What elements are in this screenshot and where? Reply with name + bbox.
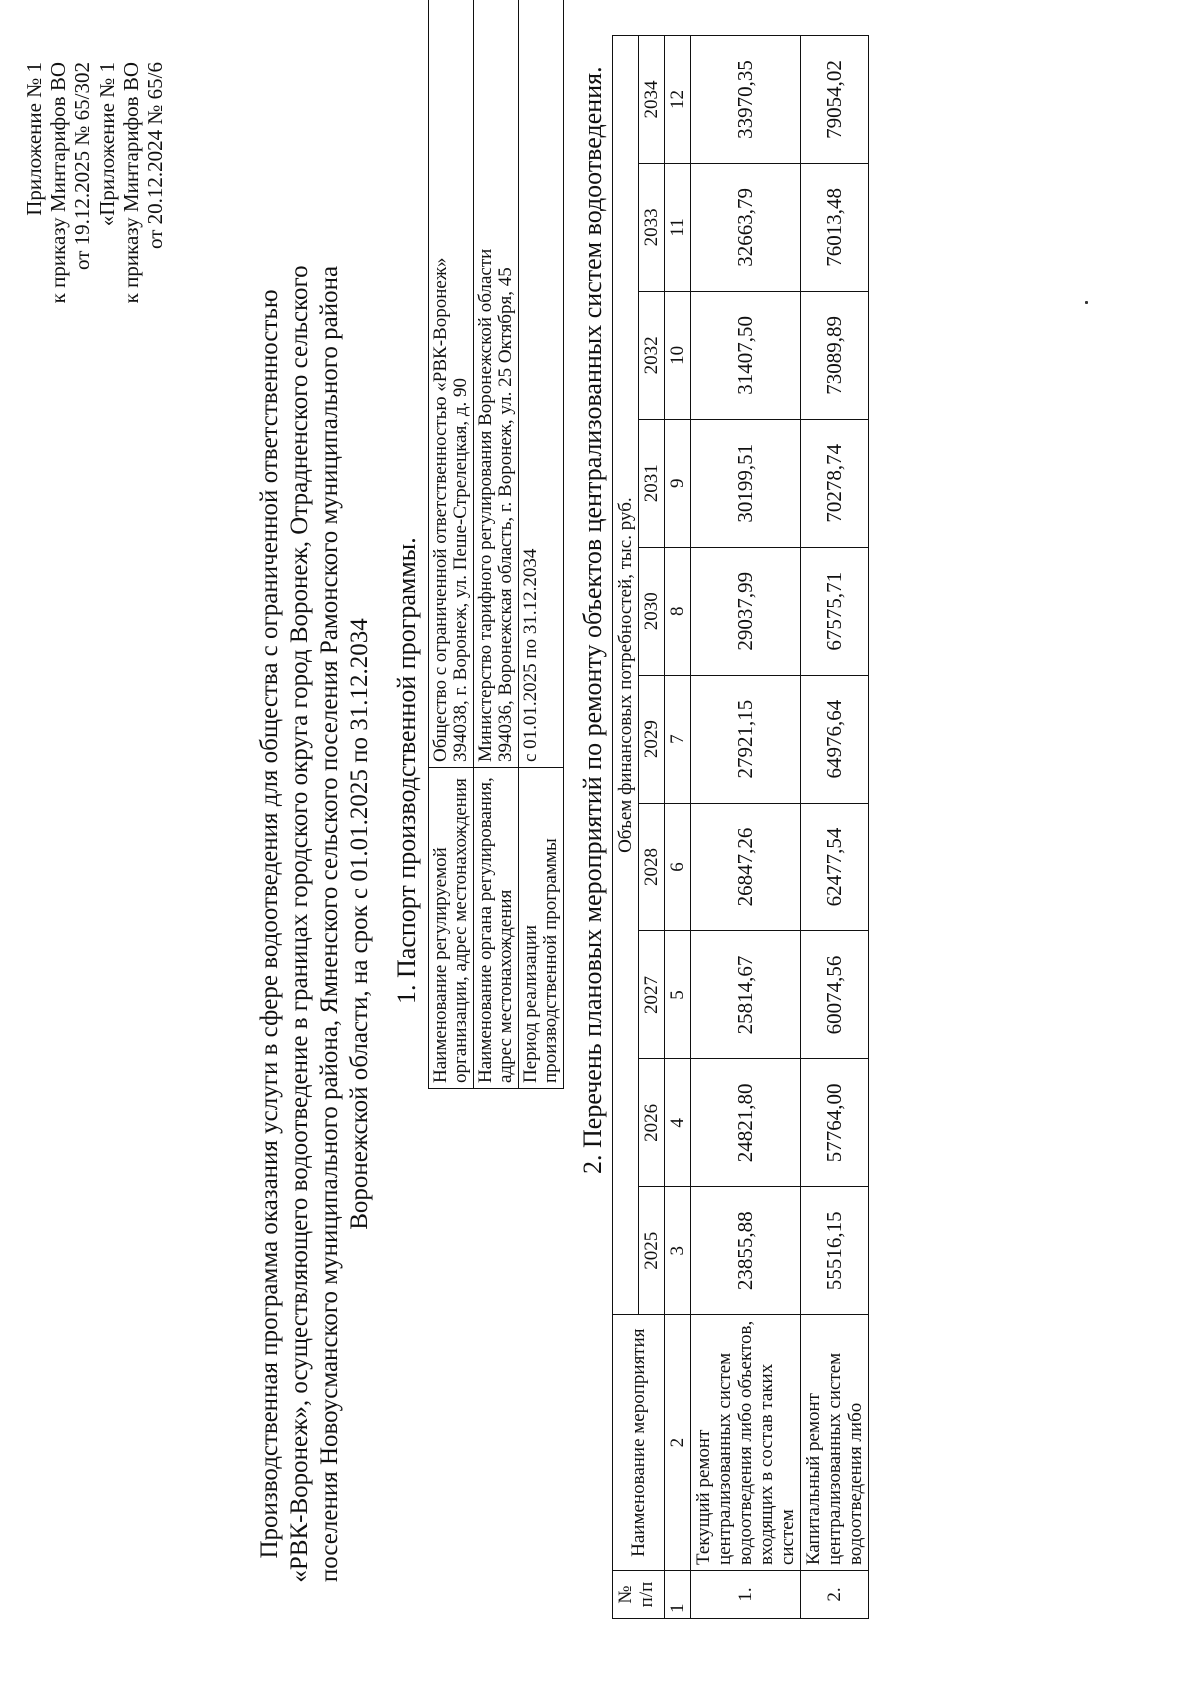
section1-heading: 1. Паспорт производственной программы. xyxy=(392,537,421,1004)
title-line3: поселения Новоусманского муниципального района, Ямненского сельского поселения Рамонского муниципального района xyxy=(316,265,343,1583)
col-index: 12 xyxy=(665,36,691,164)
col-index: 6 xyxy=(665,803,691,931)
appendix-old-line1: «Приложение № 1 xyxy=(95,62,119,227)
col-index: 2 xyxy=(665,1315,691,1571)
appendix-old-line2: к приказу Минтарифов ВО xyxy=(119,62,143,304)
header-name: Наименование мероприятия xyxy=(613,1315,665,1571)
header-year: 2033 xyxy=(639,163,665,291)
row-value: 29037,99 xyxy=(691,547,801,675)
passport-label: Наименование регулируемой организации, адрес местонахождения xyxy=(429,768,474,1089)
header-year: 2032 xyxy=(639,291,665,419)
scan-speck xyxy=(1085,301,1088,304)
appendix-old-line3: от 20.12.2024 № 65/6 xyxy=(143,62,167,250)
passport-row xyxy=(429,0,474,1089)
row-name: Текущий ремонт централизованных систем водоотведения либо объектов, входящих в состав таких систем xyxy=(691,1315,801,1571)
row-value: 25814,67 xyxy=(691,931,801,1059)
passport-row xyxy=(519,0,564,1089)
passport-label: Наименование органа регулирования, адрес местонахождения xyxy=(474,768,519,1089)
passport-value xyxy=(474,0,519,768)
passport-value-line2: 394038, г. Воронеж, ул. Пеше-Стрелецкая, д. 90 xyxy=(450,378,471,762)
header-year: 2031 xyxy=(639,419,665,547)
row-value: 73089,89 xyxy=(801,291,869,419)
title-line2: «РВК-Воронеж», осуществляющего водоотведение в границах городского округа город Воронеж, Отрадненского сельского xyxy=(286,265,313,1583)
row-value: 79054,02 xyxy=(801,36,869,164)
row-value: 64976,64 xyxy=(801,675,869,803)
header-year: 2027 xyxy=(639,931,665,1059)
table-row xyxy=(691,36,801,1619)
plan-header-row xyxy=(613,36,639,1619)
title-line4: Воронежской области, на срок с 01.01.2025 по 31.12.2034 xyxy=(346,618,373,1230)
col-index: 7 xyxy=(665,675,691,803)
col-index: 9 xyxy=(665,419,691,547)
passport-row xyxy=(474,0,519,1089)
table-row xyxy=(801,36,869,1619)
col-index: 10 xyxy=(665,291,691,419)
row-num: 1. xyxy=(691,1571,801,1619)
passport-value-line2: 394036, Воронежская область, г. Воронеж, ул. 25 Октября, 45 xyxy=(495,267,516,762)
passport-label: Период реализации производственной программы xyxy=(519,768,564,1089)
row-value: 31407,50 xyxy=(691,291,801,419)
appendix-new-line3: от 19.12.2025 № 65/302 xyxy=(70,62,94,271)
row-num: 2. xyxy=(801,1571,869,1619)
plan-table xyxy=(612,35,869,1619)
header-year: 2026 xyxy=(639,1059,665,1187)
row-value: 67575,71 xyxy=(801,547,869,675)
row-value: 23855,88 xyxy=(691,1187,801,1315)
row-value: 33970,35 xyxy=(691,36,801,164)
appendix-new-line2: к приказу Минтарифов ВО xyxy=(46,62,70,304)
header-year: 2025 xyxy=(639,1187,665,1315)
row-name: Капитальный ремонт централизованных систем водоотведения либо xyxy=(801,1315,869,1571)
passport-value: с 01.01.2025 по 31.12.2034 xyxy=(519,0,564,768)
col-index: 11 xyxy=(665,163,691,291)
header-year: 2028 xyxy=(639,803,665,931)
appendix-old xyxy=(95,62,167,303)
appendix-new xyxy=(22,62,94,303)
plan-index-row xyxy=(665,36,691,1619)
passport-value xyxy=(429,0,474,768)
header-year: 2034 xyxy=(639,36,665,164)
appendix-new-line1: Приложение № 1 xyxy=(22,62,46,216)
section2-heading: 2. Перечень плановых мероприятий по ремонту объектов централизованных систем водоотведения. xyxy=(578,66,607,1174)
col-index: 4 xyxy=(665,1059,691,1187)
header-group: Объем финансовых потребностей, тыс. руб. xyxy=(613,36,639,1315)
row-value: 55516,15 xyxy=(801,1187,869,1315)
row-value: 57764,00 xyxy=(801,1059,869,1187)
title-line1: Производственная программа оказания услуги в сфере водоотведения для общества с ограниченной ответственностью xyxy=(256,289,283,1559)
row-value: 70278,74 xyxy=(801,419,869,547)
row-value: 32663,79 xyxy=(691,163,801,291)
header-year: 2029 xyxy=(639,675,665,803)
col-index: 8 xyxy=(665,547,691,675)
header-year: 2030 xyxy=(639,547,665,675)
passport-value-line1: Министерство тарифного регулирования Воронежской области xyxy=(475,248,496,762)
passport-table xyxy=(428,0,564,1089)
document-title xyxy=(255,234,375,1614)
row-value: 27921,15 xyxy=(691,675,801,803)
row-value: 60074,56 xyxy=(801,931,869,1059)
col-index: 1 xyxy=(665,1571,691,1619)
row-value: 24821,80 xyxy=(691,1059,801,1187)
col-index: 3 xyxy=(665,1187,691,1315)
passport-value-line1: Общество с ограниченной ответственностью «РВК-Воронеж» xyxy=(430,257,451,762)
row-value: 30199,51 xyxy=(691,419,801,547)
col-index: 5 xyxy=(665,931,691,1059)
row-value: 26847,26 xyxy=(691,803,801,931)
row-value: 76013,48 xyxy=(801,163,869,291)
header-num: № п/п xyxy=(613,1571,665,1619)
row-value: 62477,54 xyxy=(801,803,869,931)
